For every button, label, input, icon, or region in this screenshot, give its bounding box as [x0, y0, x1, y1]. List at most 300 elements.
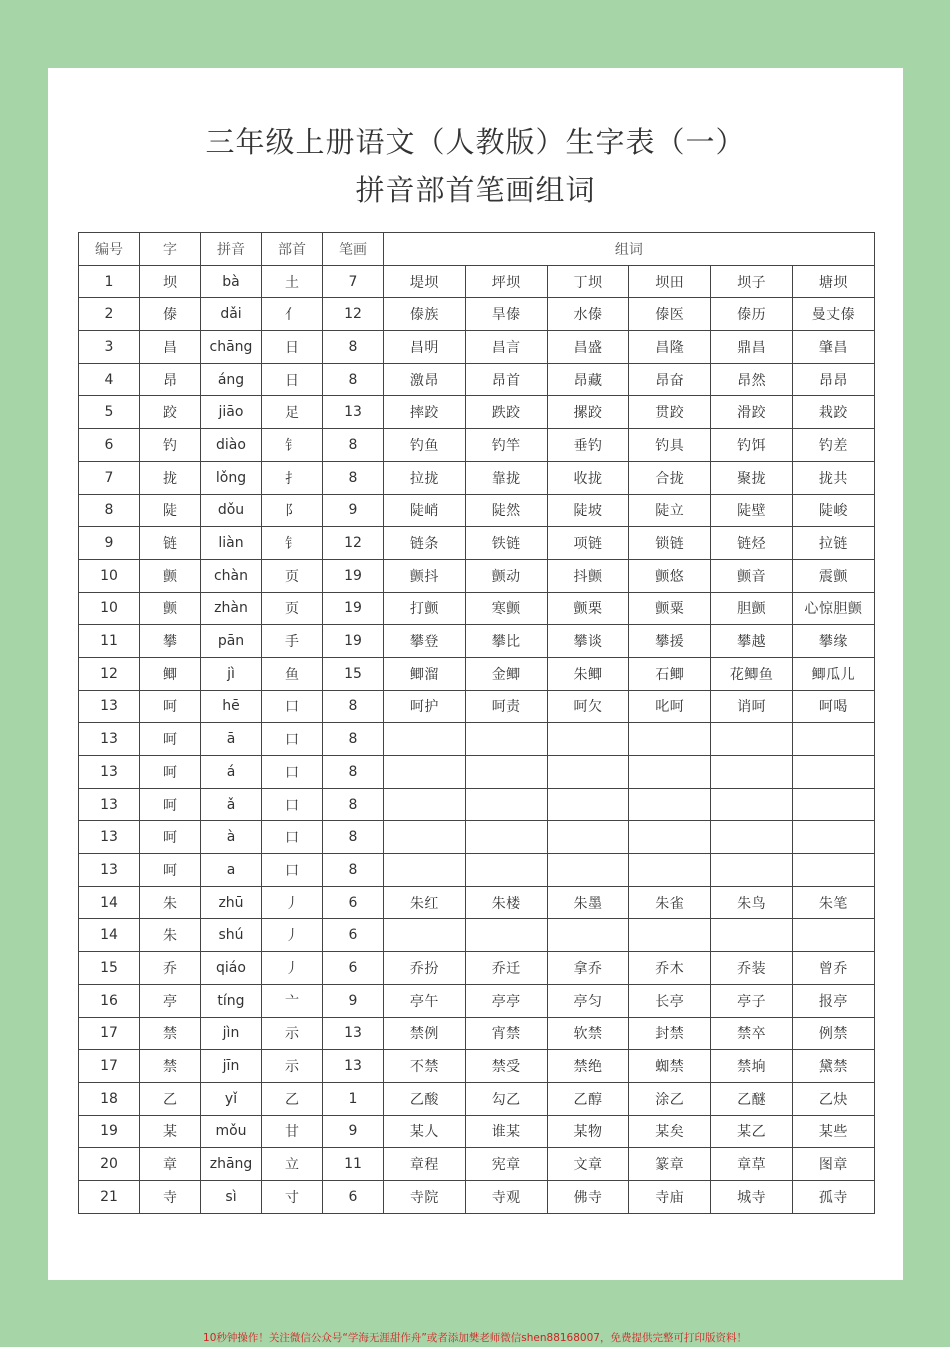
number-cell: 15 — [79, 952, 140, 985]
character-cell: 朱 — [140, 919, 201, 952]
number-cell: 7 — [79, 461, 140, 494]
word-cell: 颤音 — [711, 559, 793, 592]
word-cell: 鼎昌 — [711, 331, 793, 364]
word-cell: 昂藏 — [547, 363, 629, 396]
word-cell: 章草 — [711, 1148, 793, 1181]
pinyin-cell: jīn — [201, 1050, 262, 1083]
word-cell: 项链 — [547, 527, 629, 560]
number-cell: 4 — [79, 363, 140, 396]
strokes-cell: 13 — [323, 1050, 384, 1083]
word-cell: 贯跤 — [629, 396, 711, 429]
word-cell — [547, 788, 629, 821]
word-cell: 禁例 — [384, 1017, 466, 1050]
word-cell: 乙酸 — [384, 1082, 466, 1115]
word-cell — [465, 919, 547, 952]
word-cell: 昂首 — [465, 363, 547, 396]
word-cell: 某乙 — [711, 1115, 793, 1148]
word-cell: 聚拢 — [711, 461, 793, 494]
word-cell — [465, 854, 547, 887]
word-cell: 攀缘 — [792, 625, 874, 658]
word-cell: 曾乔 — [792, 952, 874, 985]
word-cell: 鲫溜 — [384, 657, 466, 690]
character-cell: 呵 — [140, 854, 201, 887]
number-cell: 17 — [79, 1017, 140, 1050]
word-cell — [711, 854, 793, 887]
word-cell: 亭午 — [384, 984, 466, 1017]
pinyin-cell: zhū — [201, 886, 262, 919]
number-cell: 17 — [79, 1050, 140, 1083]
word-cell: 花鲫鱼 — [711, 657, 793, 690]
table-row — [79, 625, 875, 658]
radical-cell: 日 — [262, 331, 323, 364]
word-cell — [629, 723, 711, 756]
strokes-cell: 13 — [323, 1017, 384, 1050]
number-cell: 13 — [79, 788, 140, 821]
word-cell: 乔装 — [711, 952, 793, 985]
character-cell: 链 — [140, 527, 201, 560]
radical-cell: 口 — [262, 821, 323, 854]
radical-cell: 口 — [262, 690, 323, 723]
word-cell: 石鲫 — [629, 657, 711, 690]
word-cell — [384, 723, 466, 756]
word-cell: 攀援 — [629, 625, 711, 658]
word-cell: 跌跤 — [465, 396, 547, 429]
word-cell: 呵护 — [384, 690, 466, 723]
strokes-cell: 8 — [323, 723, 384, 756]
word-cell — [792, 821, 874, 854]
radical-cell: 口 — [262, 788, 323, 821]
word-cell — [384, 788, 466, 821]
word-cell: 打颤 — [384, 592, 466, 625]
pinyin-cell: ǎ — [201, 788, 262, 821]
word-cell: 章程 — [384, 1148, 466, 1181]
number-cell: 5 — [79, 396, 140, 429]
number-cell: 2 — [79, 298, 140, 331]
word-cell: 亭匀 — [547, 984, 629, 1017]
radical-cell: 钅 — [262, 429, 323, 462]
pinyin-cell: sì — [201, 1180, 262, 1213]
table-row — [79, 494, 875, 527]
word-cell — [629, 919, 711, 952]
number-cell: 8 — [79, 494, 140, 527]
word-cell: 寒颤 — [465, 592, 547, 625]
table-row — [79, 363, 875, 396]
strokes-cell: 8 — [323, 461, 384, 494]
radical-cell: 丿 — [262, 919, 323, 952]
word-cell: 禁绝 — [547, 1050, 629, 1083]
header-radical: 部首 — [262, 233, 323, 266]
radical-cell: 亻 — [262, 298, 323, 331]
word-cell: 垂钓 — [547, 429, 629, 462]
radical-cell: 丿 — [262, 886, 323, 919]
word-cell: 文章 — [547, 1148, 629, 1181]
pinyin-cell: à — [201, 821, 262, 854]
strokes-cell: 13 — [323, 396, 384, 429]
pinyin-cell: jì — [201, 657, 262, 690]
strokes-cell: 8 — [323, 690, 384, 723]
number-cell: 13 — [79, 854, 140, 887]
number-cell: 13 — [79, 690, 140, 723]
word-cell: 塘坝 — [792, 265, 874, 298]
character-cell: 颤 — [140, 559, 201, 592]
table-row — [79, 592, 875, 625]
radical-cell: 口 — [262, 854, 323, 887]
word-cell: 乙醚 — [711, 1082, 793, 1115]
table-row — [79, 265, 875, 298]
radical-cell: 乙 — [262, 1082, 323, 1115]
character-cell: 坝 — [140, 265, 201, 298]
word-cell: 呵喝 — [792, 690, 874, 723]
word-cell: 例禁 — [792, 1017, 874, 1050]
radical-cell: 口 — [262, 723, 323, 756]
radical-cell: 甘 — [262, 1115, 323, 1148]
radical-cell: 立 — [262, 1148, 323, 1181]
word-cell — [465, 821, 547, 854]
word-cell: 宪章 — [465, 1148, 547, 1181]
word-cell — [547, 919, 629, 952]
header-words: 组词 — [384, 233, 875, 266]
word-cell: 堤坝 — [384, 265, 466, 298]
word-cell: 蜘禁 — [629, 1050, 711, 1083]
word-cell — [629, 821, 711, 854]
word-cell: 寺庙 — [629, 1180, 711, 1213]
pinyin-cell: qiáo — [201, 952, 262, 985]
character-cell: 呵 — [140, 788, 201, 821]
strokes-cell: 6 — [323, 952, 384, 985]
header-character: 字 — [140, 233, 201, 266]
word-cell: 丁坝 — [547, 265, 629, 298]
word-cell — [629, 788, 711, 821]
table-row — [79, 886, 875, 919]
worksheet-page — [48, 68, 903, 1280]
character-cell: 攀 — [140, 625, 201, 658]
word-cell: 铁链 — [465, 527, 547, 560]
word-cell: 封禁 — [629, 1017, 711, 1050]
character-cell: 章 — [140, 1148, 201, 1181]
word-cell: 叱呵 — [629, 690, 711, 723]
word-cell: 傣历 — [711, 298, 793, 331]
word-cell: 颤栗 — [547, 592, 629, 625]
number-cell: 20 — [79, 1148, 140, 1181]
word-cell: 锁链 — [629, 527, 711, 560]
radical-cell: 土 — [262, 265, 323, 298]
character-cell: 跤 — [140, 396, 201, 429]
number-cell: 6 — [79, 429, 140, 462]
word-cell: 禁受 — [465, 1050, 547, 1083]
word-cell — [465, 723, 547, 756]
character-cell: 拢 — [140, 461, 201, 494]
pinyin-cell: tíng — [201, 984, 262, 1017]
number-cell: 14 — [79, 919, 140, 952]
table-row — [79, 1148, 875, 1181]
pinyin-cell: zhàn — [201, 592, 262, 625]
table-row — [79, 1180, 875, 1213]
word-cell: 激昂 — [384, 363, 466, 396]
word-cell: 攀谈 — [547, 625, 629, 658]
word-cell: 坪坝 — [465, 265, 547, 298]
number-cell: 10 — [79, 592, 140, 625]
word-cell: 昌隆 — [629, 331, 711, 364]
word-cell: 乙炔 — [792, 1082, 874, 1115]
word-cell: 朱雀 — [629, 886, 711, 919]
word-cell: 某物 — [547, 1115, 629, 1148]
word-cell — [384, 919, 466, 952]
table-row — [79, 1050, 875, 1083]
word-cell: 昌明 — [384, 331, 466, 364]
number-cell: 21 — [79, 1180, 140, 1213]
word-cell: 图章 — [792, 1148, 874, 1181]
pinyin-cell: pān — [201, 625, 262, 658]
word-cell — [465, 756, 547, 789]
table-row — [79, 527, 875, 560]
word-cell: 佛寺 — [547, 1180, 629, 1213]
number-cell: 13 — [79, 723, 140, 756]
word-cell: 滑跤 — [711, 396, 793, 429]
radical-cell: 足 — [262, 396, 323, 429]
word-cell: 禁卒 — [711, 1017, 793, 1050]
word-cell: 钓鱼 — [384, 429, 466, 462]
pinyin-cell: ā — [201, 723, 262, 756]
strokes-cell: 8 — [323, 363, 384, 396]
table-row — [79, 331, 875, 364]
pinyin-cell: dǎi — [201, 298, 262, 331]
strokes-cell: 19 — [323, 592, 384, 625]
pinyin-cell: jìn — [201, 1017, 262, 1050]
table-body — [79, 265, 875, 1213]
radical-cell: 口 — [262, 756, 323, 789]
word-cell: 收拢 — [547, 461, 629, 494]
radical-cell: 亠 — [262, 984, 323, 1017]
word-cell: 拿乔 — [547, 952, 629, 985]
word-cell: 亭子 — [711, 984, 793, 1017]
strokes-cell: 6 — [323, 886, 384, 919]
word-cell: 昂昂 — [792, 363, 874, 396]
word-cell: 报亭 — [792, 984, 874, 1017]
strokes-cell: 8 — [323, 429, 384, 462]
pinyin-cell: liàn — [201, 527, 262, 560]
word-cell: 亭亭 — [465, 984, 547, 1017]
table-row — [79, 559, 875, 592]
word-cell: 某些 — [792, 1115, 874, 1148]
word-cell: 合拢 — [629, 461, 711, 494]
table-row — [79, 821, 875, 854]
pinyin-cell: chàn — [201, 559, 262, 592]
word-cell: 朱鲫 — [547, 657, 629, 690]
number-cell: 3 — [79, 331, 140, 364]
character-cell: 寺 — [140, 1180, 201, 1213]
word-cell — [384, 756, 466, 789]
radical-cell: 阝 — [262, 494, 323, 527]
character-table — [78, 232, 875, 1214]
word-cell — [792, 788, 874, 821]
word-cell: 朱楼 — [465, 886, 547, 919]
character-cell: 钓 — [140, 429, 201, 462]
character-cell: 乙 — [140, 1082, 201, 1115]
number-cell: 11 — [79, 625, 140, 658]
word-cell — [384, 821, 466, 854]
word-cell — [711, 756, 793, 789]
word-cell — [711, 919, 793, 952]
word-cell: 陡壁 — [711, 494, 793, 527]
radical-cell: 丿 — [262, 952, 323, 985]
word-cell: 涂乙 — [629, 1082, 711, 1115]
character-cell: 昌 — [140, 331, 201, 364]
number-cell: 13 — [79, 821, 140, 854]
strokes-cell: 19 — [323, 559, 384, 592]
table-row — [79, 429, 875, 462]
word-cell: 昂奋 — [629, 363, 711, 396]
pinyin-cell: zhāng — [201, 1148, 262, 1181]
word-cell: 昂然 — [711, 363, 793, 396]
word-cell: 陡立 — [629, 494, 711, 527]
word-cell — [547, 821, 629, 854]
pinyin-cell: a — [201, 854, 262, 887]
word-cell — [711, 723, 793, 756]
word-cell — [792, 723, 874, 756]
page-title: 三年级上册语文（人教版）生字表（一） — [205, 125, 746, 159]
strokes-cell: 11 — [323, 1148, 384, 1181]
word-cell: 朱鸟 — [711, 886, 793, 919]
word-cell: 颤动 — [465, 559, 547, 592]
word-cell: 长亭 — [629, 984, 711, 1017]
strokes-cell: 8 — [323, 331, 384, 364]
number-cell: 10 — [79, 559, 140, 592]
word-cell — [465, 788, 547, 821]
strokes-cell: 9 — [323, 984, 384, 1017]
table-row — [79, 657, 875, 690]
radical-cell: 钅 — [262, 527, 323, 560]
strokes-cell: 7 — [323, 265, 384, 298]
word-cell: 傣族 — [384, 298, 466, 331]
word-cell: 软禁 — [547, 1017, 629, 1050]
pinyin-cell: mǒu — [201, 1115, 262, 1148]
word-cell: 乔木 — [629, 952, 711, 985]
word-cell: 寺院 — [384, 1180, 466, 1213]
character-cell: 呵 — [140, 723, 201, 756]
number-cell: 9 — [79, 527, 140, 560]
word-cell: 某矣 — [629, 1115, 711, 1148]
strokes-cell: 9 — [323, 494, 384, 527]
word-cell: 黛禁 — [792, 1050, 874, 1083]
word-cell: 昌言 — [465, 331, 547, 364]
character-cell: 陡 — [140, 494, 201, 527]
character-cell: 呵 — [140, 690, 201, 723]
character-cell: 乔 — [140, 952, 201, 985]
table-row — [79, 690, 875, 723]
word-cell: 栽跤 — [792, 396, 874, 429]
word-cell: 坝田 — [629, 265, 711, 298]
word-cell: 某人 — [384, 1115, 466, 1148]
word-cell: 攀越 — [711, 625, 793, 658]
word-cell: 钓具 — [629, 429, 711, 462]
word-cell: 乙醇 — [547, 1082, 629, 1115]
table-row — [79, 396, 875, 429]
strokes-cell: 8 — [323, 854, 384, 887]
strokes-cell: 15 — [323, 657, 384, 690]
strokes-cell: 19 — [323, 625, 384, 658]
character-cell: 鲫 — [140, 657, 201, 690]
number-cell: 12 — [79, 657, 140, 690]
radical-cell: 页 — [262, 559, 323, 592]
word-cell: 颤粟 — [629, 592, 711, 625]
word-cell — [629, 854, 711, 887]
word-cell: 旱傣 — [465, 298, 547, 331]
word-cell: 坝子 — [711, 265, 793, 298]
word-cell: 攀比 — [465, 625, 547, 658]
table-row — [79, 723, 875, 756]
table-row — [79, 952, 875, 985]
character-cell: 昂 — [140, 363, 201, 396]
character-cell: 朱 — [140, 886, 201, 919]
word-cell — [547, 723, 629, 756]
pinyin-cell: jiāo — [201, 396, 262, 429]
table-row — [79, 919, 875, 952]
word-cell: 乔扮 — [384, 952, 466, 985]
promo-footer: 10秒钟操作！关注微信公众号“学海无涯甜作舟”或者添加樊老师微信shen88168007，免费提供完整可打印版资料！ — [203, 1332, 747, 1344]
pinyin-cell: áng — [201, 363, 262, 396]
word-cell: 陡然 — [465, 494, 547, 527]
word-cell: 陡峭 — [384, 494, 466, 527]
number-cell: 18 — [79, 1082, 140, 1115]
word-cell: 震颤 — [792, 559, 874, 592]
pinyin-cell: shú — [201, 919, 262, 952]
word-cell: 拉链 — [792, 527, 874, 560]
word-cell — [384, 854, 466, 887]
character-cell: 亭 — [140, 984, 201, 1017]
strokes-cell: 1 — [323, 1082, 384, 1115]
word-cell: 寺观 — [465, 1180, 547, 1213]
strokes-cell: 9 — [323, 1115, 384, 1148]
word-cell: 钓饵 — [711, 429, 793, 462]
pinyin-cell: á — [201, 756, 262, 789]
word-cell: 摞跤 — [547, 396, 629, 429]
table-row — [79, 854, 875, 887]
strokes-cell: 12 — [323, 298, 384, 331]
number-cell: 14 — [79, 886, 140, 919]
word-cell: 篆章 — [629, 1148, 711, 1181]
word-cell: 钓差 — [792, 429, 874, 462]
word-cell: 链条 — [384, 527, 466, 560]
word-cell — [792, 854, 874, 887]
character-cell: 某 — [140, 1115, 201, 1148]
word-cell — [711, 821, 793, 854]
character-cell: 颤 — [140, 592, 201, 625]
strokes-cell: 8 — [323, 788, 384, 821]
pinyin-cell: yǐ — [201, 1082, 262, 1115]
word-cell: 傣医 — [629, 298, 711, 331]
word-cell: 胆颤 — [711, 592, 793, 625]
word-cell: 朱红 — [384, 886, 466, 919]
radical-cell: 寸 — [262, 1180, 323, 1213]
word-cell: 陡坡 — [547, 494, 629, 527]
word-cell: 鲫瓜儿 — [792, 657, 874, 690]
pinyin-cell: hē — [201, 690, 262, 723]
table-row — [79, 1017, 875, 1050]
word-cell — [547, 854, 629, 887]
strokes-cell: 6 — [323, 919, 384, 952]
word-cell: 呵欠 — [547, 690, 629, 723]
header-strokes: 笔画 — [323, 233, 384, 266]
number-cell: 19 — [79, 1115, 140, 1148]
character-cell: 呵 — [140, 756, 201, 789]
word-cell — [629, 756, 711, 789]
word-cell: 靠拢 — [465, 461, 547, 494]
word-cell: 陡峻 — [792, 494, 874, 527]
word-cell: 禁垧 — [711, 1050, 793, 1083]
number-cell: 1 — [79, 265, 140, 298]
word-cell: 呵责 — [465, 690, 547, 723]
word-cell: 攀登 — [384, 625, 466, 658]
